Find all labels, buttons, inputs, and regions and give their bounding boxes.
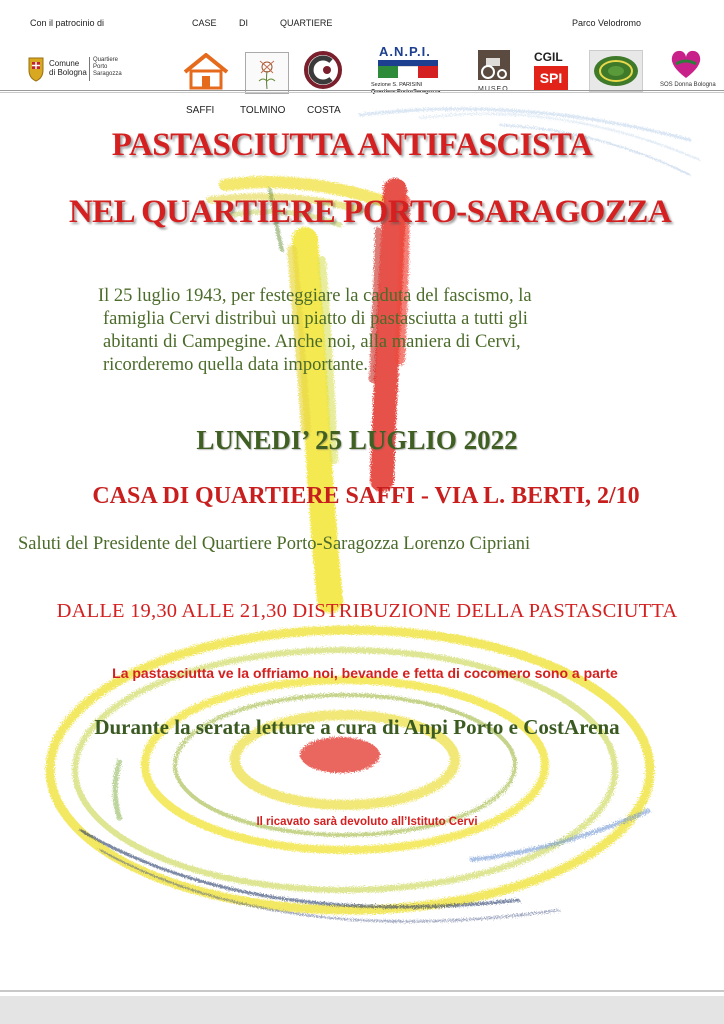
heart-hands-icon [668, 48, 704, 80]
comune-line2: di Bologna [49, 68, 87, 77]
cgil-spi-logo [532, 50, 572, 94]
parco-velodromo-logo [589, 50, 643, 92]
footer-rule [0, 990, 724, 992]
sos-label: SOS Donna Bologna [660, 82, 716, 88]
anpi-name: A.N.P.I. [379, 44, 431, 59]
anpi-line1: Sezione S. PARISINI [371, 82, 423, 88]
quartiere-line1: Quartiere [93, 57, 119, 63]
comune-line1: Comune [49, 59, 80, 68]
anpi-flag-red [418, 66, 438, 78]
event-greetings: Saluti del Presidente del Quartiere Porto-Saragozza Lorenzo Cipriani [18, 534, 531, 554]
cgil-label: CGIL [534, 50, 563, 64]
sos-donna-logo [660, 48, 716, 94]
patronage-label: Con il patrocinio di [30, 18, 105, 28]
header-rule-lower [0, 92, 724, 93]
tolmino-flower-logo [245, 52, 289, 94]
comune-bologna-logo [27, 52, 127, 88]
intro-line3: abitanti di Campegine. Anche noi, alla maniera di Cervi, [103, 332, 521, 352]
park-oval-icon [590, 51, 642, 91]
quartiere-line3: Saragozza [93, 71, 122, 77]
event-proceeds: Il ricavato sarà devoluto all’Istituto Cervi [256, 816, 478, 828]
intro-line4: ricorderemo quella data importante. [103, 355, 369, 375]
quartiere-line2: Porto [93, 64, 108, 70]
event-location: CASA DI QUARTIERE SAFFI - VIA L. BERTI, 2/10 [92, 483, 640, 509]
footer-band [0, 996, 724, 1024]
anpi-flag-green [378, 66, 398, 78]
spi-label: SPI [534, 66, 568, 90]
caption-tolmino: TOLMINO [240, 105, 286, 116]
event-offer: La pastasciutta ve la offriamo noi, bevande e fetta di cocomero sono a parte [112, 665, 618, 681]
bologna-crest-icon [27, 56, 45, 82]
di-label: DI [239, 18, 248, 28]
quartiere-label: QUARTIERE [280, 18, 333, 28]
event-date: LUNEDI’ 25 LUGLIO 2022 [196, 425, 518, 455]
caption-saffi: SAFFI [186, 105, 215, 116]
event-schedule: DALLE 19,30 ALLE 21,30 DISTRIBUZIONE DELLA PASTASCIUTTA [56, 600, 678, 622]
parco-velodromo-label: Parco Velodromo [572, 18, 642, 28]
title-line1: PASTASCIUTTA ANTIFASCISTA [111, 127, 593, 163]
anpi-flag-white [398, 66, 418, 79]
caption-costa: COSTA [307, 105, 341, 116]
costa-logo-icon [303, 50, 343, 90]
anpi-logo [369, 44, 447, 102]
intro-line2: famiglia Cervi distribuì un piatto di pastasciutta a tutti gli [103, 309, 528, 329]
event-readings: Durante la serata letture a cura di Anpi Porto e CostArena [94, 715, 620, 739]
casa-quartiere-house-icon [181, 52, 231, 90]
case-label: CASE [192, 18, 217, 28]
header-rule-upper [0, 90, 724, 91]
flower-sketch-icon [246, 53, 288, 93]
intro-line1: Il 25 luglio 1943, per festeggiare la caduta del fascismo, la [98, 286, 532, 306]
title-line2: NEL QUARTIERE PORTO-SARAGOZZA [68, 194, 672, 230]
tractor-icon [474, 46, 514, 86]
intro-paragraph [98, 285, 532, 377]
